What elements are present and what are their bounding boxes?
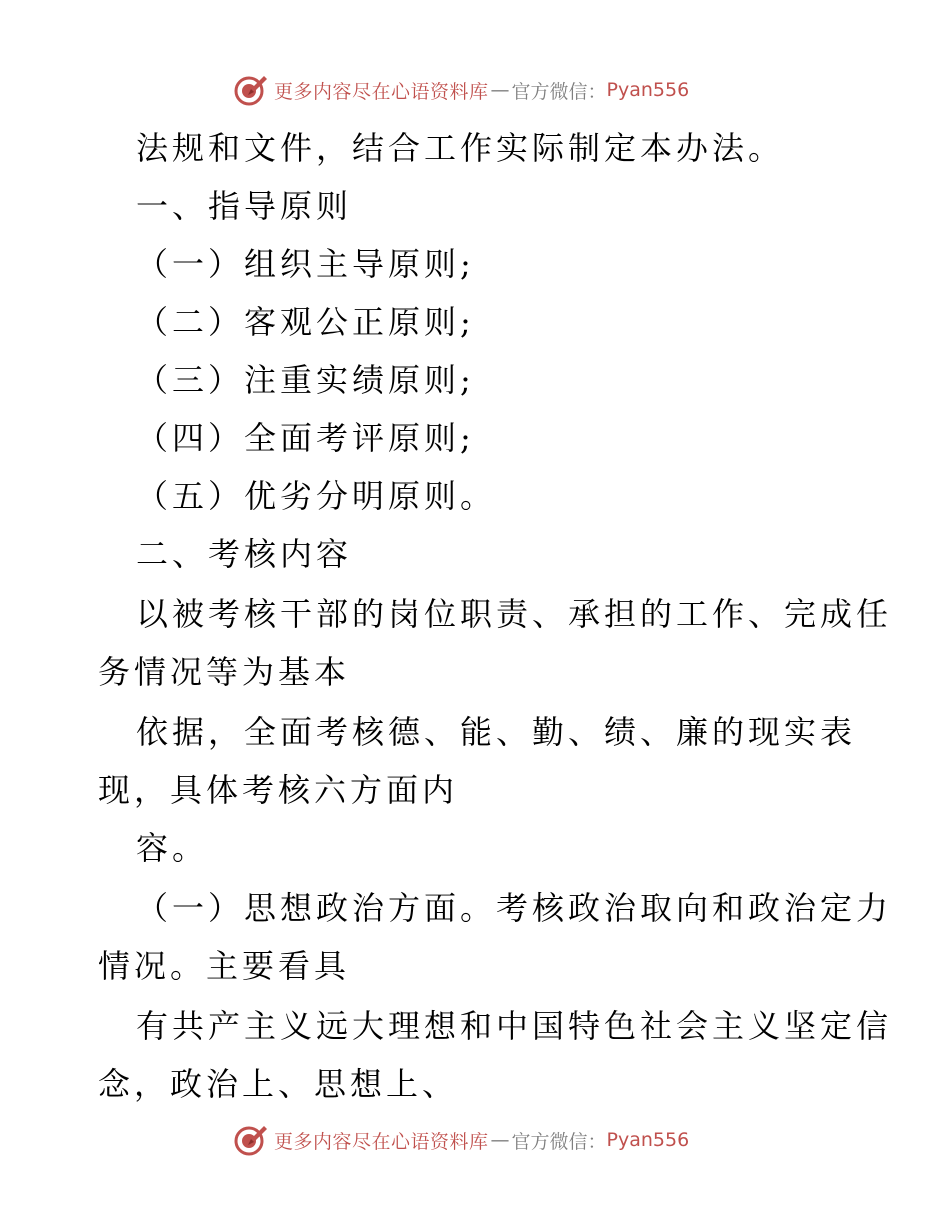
body-line: 依据，全面考核德、能、勤、绩、廉的现实表 <box>136 713 857 751</box>
list-item: （三）注重实绩原则; <box>136 361 475 399</box>
body-line: 有共产主义远大理想和中国特色社会主义坚定信 <box>136 1007 893 1045</box>
list-item: （四）全面考评原则; <box>136 419 475 457</box>
list-item: （五）优劣分明原则。 <box>136 477 497 515</box>
list-item: （一）组织主导原则; <box>136 245 475 283</box>
section-heading: 一、指导原则 <box>136 187 353 225</box>
body-line: 以被考核干部的岗位职责、承担的工作、完成任 <box>136 595 893 633</box>
watermark-wechat-label: 官方微信： <box>511 1130 607 1153</box>
footer-watermark <box>234 1122 689 1158</box>
body-line: 情况。主要看具 <box>98 947 351 985</box>
watermark-text: 更多内容尽在心语资料库 <box>274 80 489 103</box>
body-line: 现，具体考核六方面内 <box>98 771 459 809</box>
body-line: 法规和文件，结合工作实际制定本办法。 <box>136 129 785 167</box>
watermark-text: 更多内容尽在心语资料库 <box>274 1130 489 1153</box>
watermark-wechat-id: Pyan556 <box>606 79 690 101</box>
watermark-wechat-id: Pyan556 <box>606 1129 690 1151</box>
pen-circle-logo-icon <box>234 1123 268 1157</box>
watermark-wechat-label: 官方微信： <box>511 80 607 103</box>
list-item: （二）客观公正原则; <box>136 303 475 341</box>
body-line: 务情况等为基本 <box>98 653 351 691</box>
body-line: 念，政治上、思想上、 <box>98 1065 459 1103</box>
section-heading: 二、考核内容 <box>136 535 353 573</box>
body-line: （一）思想政治方面。考核政治取向和政治定力 <box>136 889 893 927</box>
watermark-separator: — <box>490 79 510 101</box>
body-line: 容。 <box>136 829 209 867</box>
watermark-separator: — <box>490 1129 510 1151</box>
